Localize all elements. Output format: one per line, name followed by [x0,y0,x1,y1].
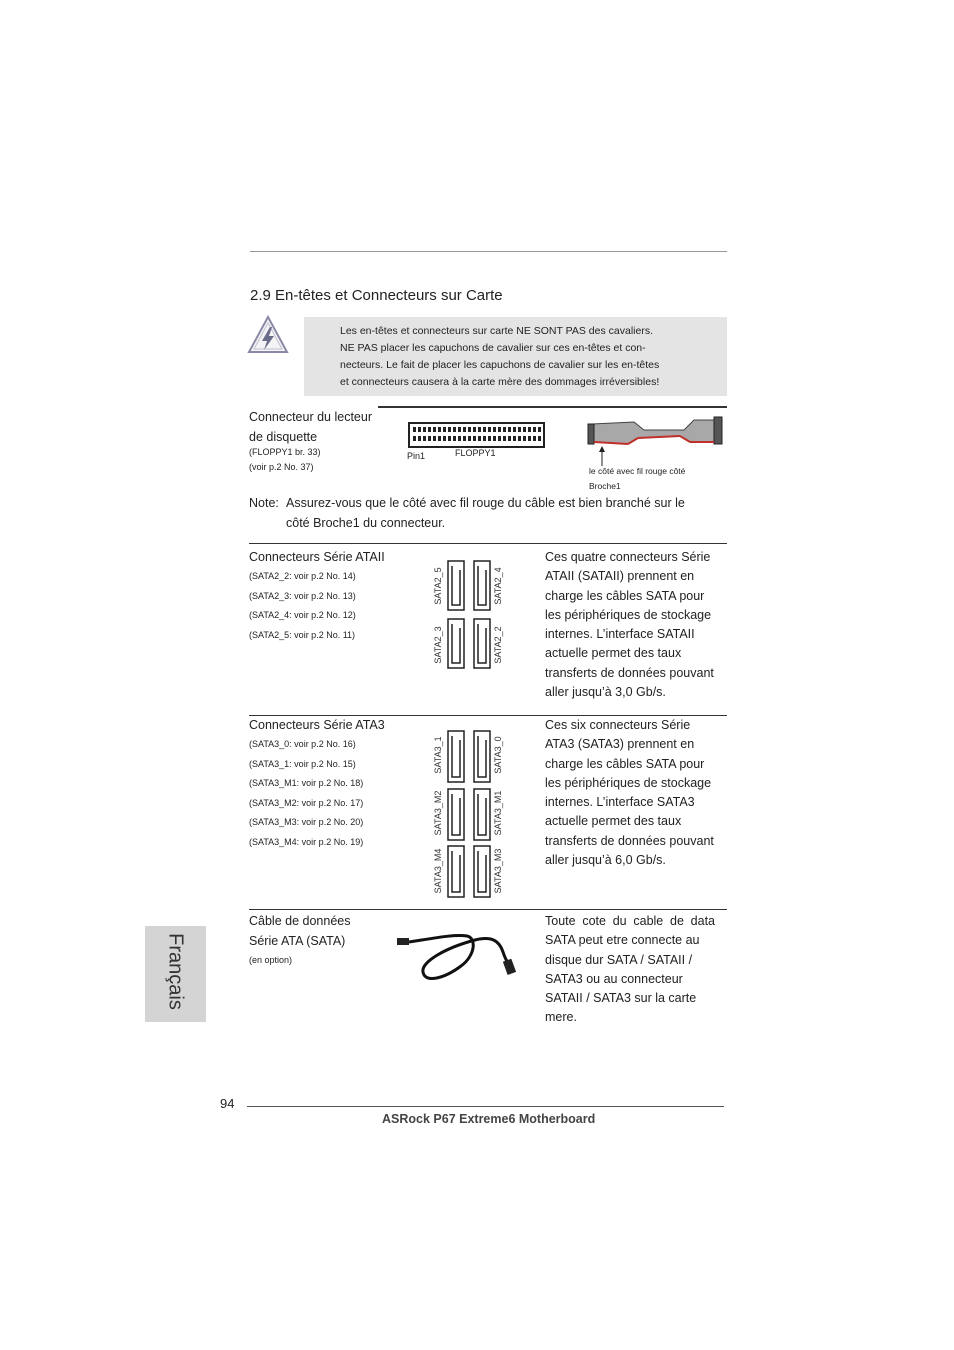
floppy-title-line: Connecteur du lecteur [249,410,372,424]
sata3-ref: (SATA3_M1: voir p.2 No. 18) [249,778,364,788]
desc-line: aller jusqu’à 6,0 Gb/s. [545,853,666,868]
floppy-title-line: de disquette [249,429,318,444]
desc-line: charge les câbles SATA pour [545,588,705,603]
floppy-ref: (voir p.2 No. 37) [249,462,314,472]
sata2-refs [249,567,356,645]
sata2-title: Connecteurs Série ATAII [249,550,385,564]
floppy-connector-label: FLOPPY1 [455,448,496,458]
arrow-up-icon [597,446,607,466]
desc-line: disque dur SATA / SATAII / [545,952,693,967]
sata3-title: Connecteurs Série ATA3 [249,718,385,732]
desc-line: charge les câbles SATA pour [545,756,705,771]
sata2-ref: (SATA2_3: voir p.2 No. 13) [249,590,356,601]
sata3-ref: (SATA3_M4: voir p.2 No. 19) [249,836,364,847]
desc-line: internes. L’interface SATA3 [545,795,695,810]
cable-title [249,912,350,971]
floppy-title [249,408,372,447]
warning-line: NE PAS placer les capuchons de cavalier sur ces en-têtes et con- [340,342,646,354]
desc-line: les périphériques de stockage [545,775,712,790]
desc-line: actuelle permet des taux [545,646,682,661]
port-label: SATA3_M4 [433,848,443,894]
sata3-refs [249,735,363,852]
warning-line: necteurs. Le fait de placer les capuchons de cavalier sur les en-têtes [340,359,660,371]
cable-caption-line: le côté avec fil rouge côté [589,466,686,476]
floppy-ref: (FLOPPY1 br. 33) [249,447,321,457]
warning-text [340,323,681,391]
desc-line: ATAII (SATAII) prennent en [545,569,695,584]
sata3-ref: (SATA3_M2: voir p.2 No. 17) [249,797,364,808]
desc-line: Ces six connecteurs Série [545,718,691,732]
desc-line: SATA peut etre connecte au [545,933,700,948]
cable-title-line: Série ATA (SATA) [249,933,346,948]
note-line: Assurez-vous que le côté avec fil rouge du câble est bien branché sur le [286,496,685,510]
sata2-ref: (SATA2_4: voir p.2 No. 12) [249,610,356,620]
port-label: SATA2_4 [493,567,503,605]
floppy-refs [249,445,321,475]
port-label: SATA3_M1 [493,790,503,836]
section-title: 2.9 En-têtes et Connecteurs sur Carte [250,287,503,304]
desc-line: Ces quatre connecteurs Série [545,550,711,564]
port-label: SATA3_M3 [493,848,503,894]
desc-line: ATA3 (SATA3) prennent en [545,737,695,752]
note-prefix: Note: [249,496,279,510]
cable-note: (en option) [249,955,293,965]
port-label: SATA3_1 [433,736,443,774]
desc-line: Toute cote du cable de data [545,914,715,928]
cable-divider [249,909,727,910]
warning-line: et connecteurs causera à la carte mère des dommages irréversibles! [340,376,660,388]
floppy-cable-image [586,414,724,448]
floppy-divider [378,406,727,408]
sata-cable-image [395,926,521,984]
warning-icon [246,314,290,356]
footer-title: ASRock P67 Extreme6 Motherboard [382,1112,596,1126]
desc-line: aller jusqu’à 3,0 Gb/s. [545,685,666,700]
cable-description [545,912,715,1028]
sata3-ref: (SATA3_M3: voir p.2 No. 20) [249,817,364,827]
desc-line: mere. [545,1010,577,1025]
desc-line: transferts de données pouvant [545,665,714,680]
cable-title-line: Câble de données [249,914,351,928]
port-label: SATA2_2 [493,626,503,664]
sata2-ref: (SATA2_5: voir p.2 No. 11) [249,629,356,640]
desc-line: transferts de données pouvant [545,833,714,848]
language-tab-label: Français [164,933,187,1010]
note-line: côté Broche1 du connecteur. [286,516,446,530]
port-label: SATA2_5 [433,567,443,605]
desc-line: internes. L’interface SATAII [545,627,695,642]
sata3-description [545,716,725,870]
floppy-connector-diagram [407,421,547,449]
warning-line: Les en-têtes et connecteurs sur carte NE SONT PAS des cavaliers. [340,325,654,337]
sata2-ref: (SATA2_2: voir p.2 No. 14) [249,571,356,581]
sata3-ref: (SATA3_0: voir p.2 No. 16) [249,739,356,749]
sata2-description [545,548,725,702]
cable-caption-line: Broche1 [589,481,621,491]
footer-rule [247,1106,724,1107]
desc-line: actuelle permet des taux [545,814,682,829]
top-rule [250,251,727,252]
floppy-pin1-label: Pin1 [407,451,426,461]
port-label: SATA3_0 [493,736,503,774]
page-number: 94 [220,1096,235,1111]
port-label: SATA2_3 [433,626,443,664]
desc-line: les périphériques de stockage [545,607,712,622]
desc-line: SATA3 ou au connecteur [545,971,683,986]
floppy-cable-caption [589,464,685,494]
sata3-ref: (SATA3_1: voir p.2 No. 15) [249,758,356,769]
sata2-divider [249,543,727,544]
port-label: SATA3_M2 [433,790,443,836]
desc-line: SATAII / SATA3 sur la carte [545,991,697,1006]
